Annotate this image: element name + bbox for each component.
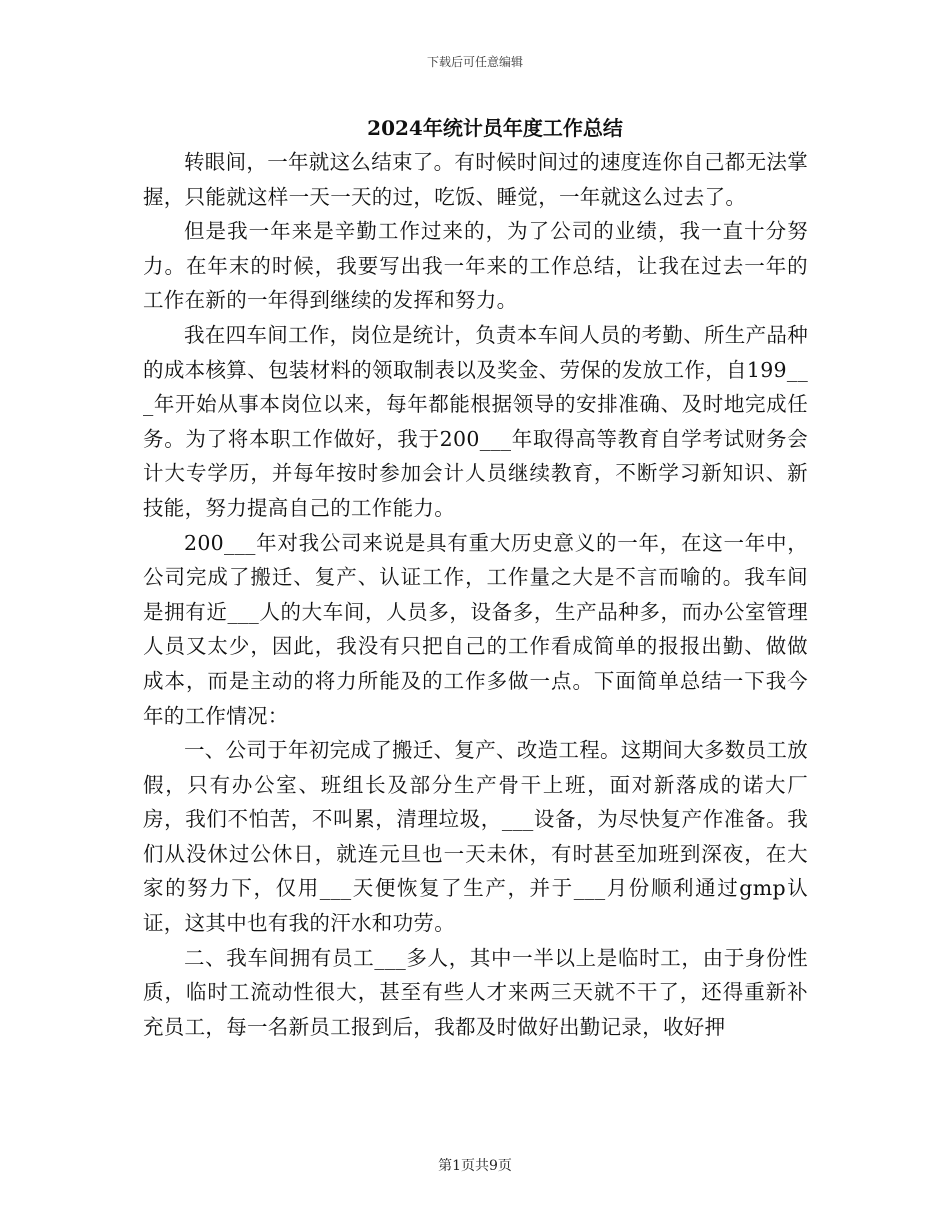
header-note: 下载后可任意编辑	[426, 55, 523, 69]
paragraph: 200___年对我公司来说是具有重大历史意义的一年，在这一年中，公司完成了搬迁、复产、认证工作，工作量之大是不言而喻的。我车间是拥有近___人的大车间，人员多，设备多，生产品种多，而办公室管理人员又太少，因此，我没有只把自己的工作看成简单的报报出勤、做做成本，而是主动的将力所能及的工作多做一点。下面简单总结一下我今年的工作情况：	[143, 530, 808, 728]
paragraph: 我在四车间工作，岗位是统计，负责本车间人员的考勤、所生产品种的成本核算、包装材料的领取制表以及奖金、劳保的发放工作，自199___年开始从事本岗位以来，每年都能根据领导的安排准确、及时地完成任务。为了将本职工作做好，我于200___年取得高等教育自学考试财务会计大专学历，并每年按时参加会计人员继续教育，不断学习新知识、新技能，努力提高自己的工作能力。	[143, 322, 808, 520]
document-body	[143, 145, 808, 1044]
paragraph: 但是我一年来是辛勤工作过来的，为了公司的业绩，我一直十分努力。在年末的时候，我要写出我一年来的工作总结，让我在过去一年的工作在新的一年得到继续的发挥和努力。	[143, 219, 808, 313]
paragraph: 二、我车间拥有员工___多人，其中一半以上是临时工，由于身份性质，临时工流动性很大，甚至有些人才来两三天就不干了，还得重新补充员工，每一名新员工报到后，我都及时做好出勤记录，收好押	[143, 945, 808, 1039]
paragraph: 转眼间，一年就这么结束了。有时候时间过的速度连你自己都无法掌握，只能就这样一天一天的过，吃饭、睡觉，一年就这么过去了。	[143, 150, 808, 209]
page-number: 第1页共9页	[438, 1158, 512, 1174]
paragraph: 一、公司于年初完成了搬迁、复产、改造工程。这期间大多数员工放假，只有办公室、班组长及部分生产骨干上班，面对新落成的诺大厂房，我们不怕苦，不叫累，清理垃圾，___设备，为尽快复产作准备。我们从没休过公休日，就连元旦也一天未休，有时甚至加班到深夜，在大家的努力下，仅用___天便恢复了生产，并于___月份顺利通过gmp认证，这其中也有我的汗水和功劳。	[143, 738, 808, 936]
document-title: 2024年统计员年度工作总结	[367, 116, 623, 140]
